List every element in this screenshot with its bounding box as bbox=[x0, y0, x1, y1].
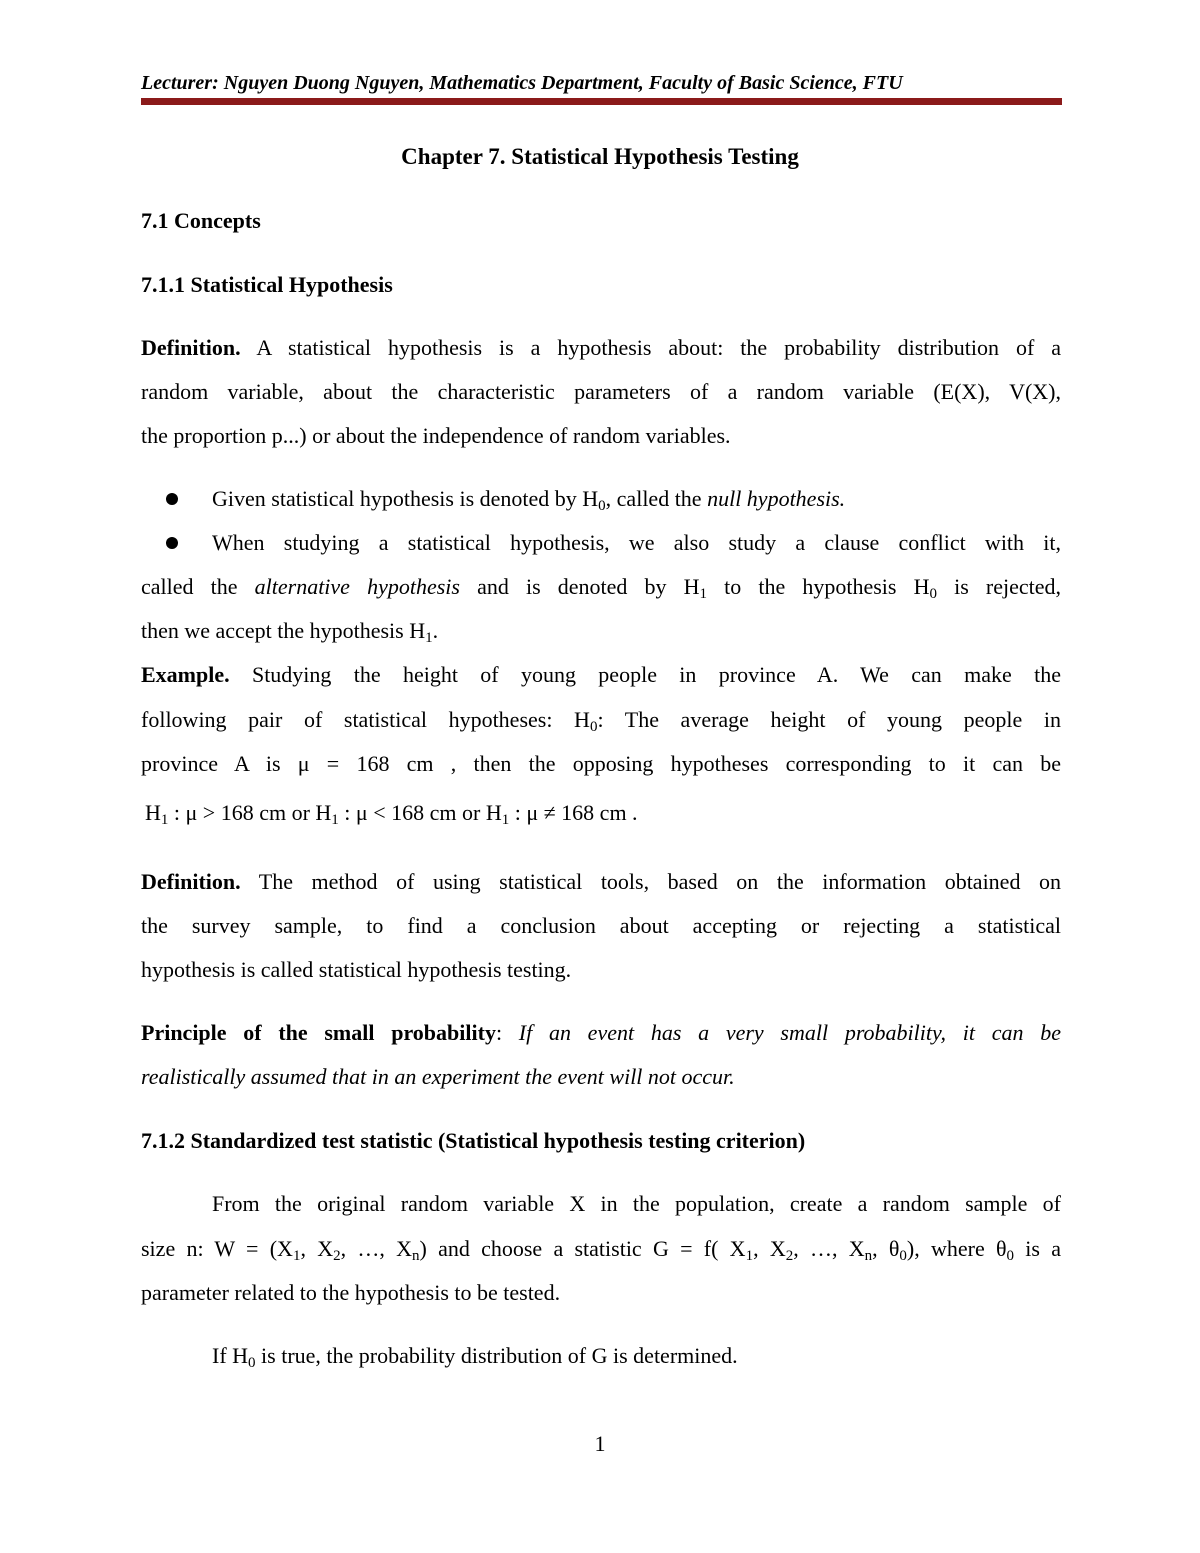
definition-2-line-3: hypothesis is called statistical hypothesis testing. bbox=[141, 957, 572, 982]
bullet-2-line-1: When studying a statistical hypothesis, we also study a clause conflict with it, bbox=[212, 530, 1061, 555]
paragraph-1-line-1: From the original random variable X in the population, create a random sample of bbox=[212, 1191, 1061, 1216]
definition-1-line-2: random variable, about the characteristic parameters of a random variable (E(X), V(X), bbox=[141, 379, 1061, 404]
section-heading-7-1-2: 7.1.2 Standardized test statistic (Statistical hypothesis testing criterion) bbox=[141, 1128, 806, 1153]
definition-1-line-1: Definition. A statistical hypothesis is a hypothesis about: the probability distribution of a bbox=[141, 335, 1061, 360]
example-line-2: following pair of statistical hypotheses: $H_0$: The average height of young people in bbox=[141, 707, 1062, 735]
section-heading-7-1-1: 7.1.1 Statistical Hypothesis bbox=[141, 272, 393, 297]
bullet-1-text: Given statistical hypothesis is denoted by $H_0$, called the null hypothesis. bbox=[212, 486, 846, 514]
bullet-2-line-3: then we accept the hypothesis $H_1$. bbox=[141, 618, 439, 646]
principle-line-1: Principle of the small probability: If an event has a very small probability, it can be bbox=[141, 1020, 1061, 1045]
bullet-icon bbox=[166, 493, 178, 505]
header-rule bbox=[141, 98, 1062, 105]
principle-label: Principle of the small probability bbox=[141, 1020, 496, 1045]
paragraph-1-line-3: parameter related to the hypothesis to be tested. bbox=[141, 1280, 561, 1305]
example-label: Example. bbox=[141, 662, 230, 687]
bullet-icon bbox=[166, 537, 178, 549]
definition-2-line-2: the survey sample, to find a conclusion about accepting or rejecting a statistical bbox=[141, 913, 1061, 938]
example-line-3: province A is μ = 168 cm , then the opposing hypotheses corresponding to it can be bbox=[141, 751, 1061, 776]
bullet-2-line-2: called the alternative hypothesis and is denoted by $H_1$ to the hypothesis $H_0$ is rejected, bbox=[141, 574, 1062, 602]
example-line-1: Example. Studying the height of young people in province A. We can make the bbox=[141, 662, 1061, 687]
definition-label: Definition. bbox=[141, 869, 241, 894]
chapter-title: Chapter 7. Statistical Hypothesis Testing bbox=[401, 144, 799, 169]
page-header: Lecturer: Nguyen Duong Nguyen, Mathematics Department, Faculty of Basic Science, FTU bbox=[141, 72, 903, 94]
paragraph-2: If $H_0$ is true, the probability distribution of G is determined. bbox=[212, 1343, 738, 1371]
paragraph-1-line-2: size n: $W = (X_1$, $X_2$, …, $X_n$) and choose a statistic G = f( $X_1$, $X_2$, …, $X_n$, $\theta_0$), where $\theta_0$ is a bbox=[141, 1236, 1062, 1264]
definition-label: Definition. bbox=[141, 335, 241, 360]
example-formula: $H_1$ : μ > 168 cm or $H_1$ : μ < 168 cm or $H_1$ : μ ≠ 168 cm . bbox=[145, 800, 638, 828]
definition-1-line-3: the proportion p...) or about the independence of random variables. bbox=[141, 423, 731, 448]
page-number: 1 bbox=[594, 1431, 606, 1456]
section-heading-7-1: 7.1 Concepts bbox=[141, 208, 261, 233]
definition-2-line-1: Definition. The method of using statistical tools, based on the information obtained on bbox=[141, 869, 1061, 894]
principle-line-2: realistically assumed that in an experiment the event will not occur. bbox=[141, 1064, 735, 1089]
